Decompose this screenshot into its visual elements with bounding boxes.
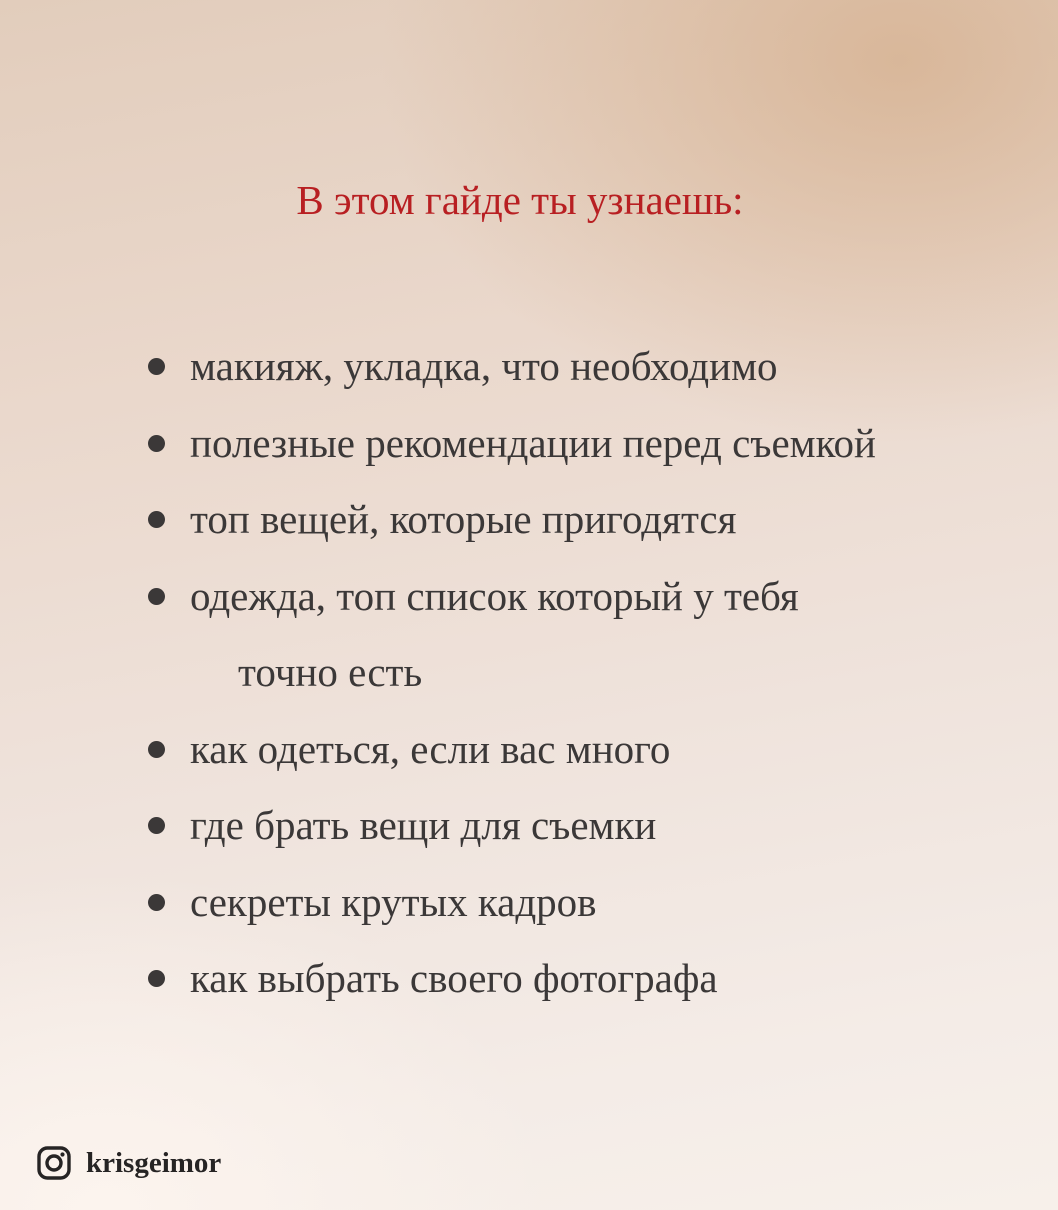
list-item-text: одежда, топ список который у тебя (190, 572, 799, 619)
bullet-icon (148, 358, 165, 375)
list-item (148, 787, 968, 864)
bullet-icon (148, 970, 165, 987)
bullet-icon (148, 511, 165, 528)
list-item-text: как выбрать своего фотографа (190, 955, 718, 1001)
list-item-text: как одеться, если вас много (190, 725, 671, 772)
topics-list (148, 328, 968, 1017)
list-item (148, 405, 968, 482)
list-item-text-continued: точно есть (238, 649, 423, 695)
list-item (148, 481, 968, 558)
bullet-icon (148, 435, 165, 452)
bullet-icon (148, 588, 165, 605)
list-item (148, 940, 968, 1017)
list-item-text: полезные рекомендации перед съемкой (190, 419, 876, 466)
list-item-text: где брать вещи для съемки (190, 802, 657, 848)
list-item-text: макияж, укладка, что необходимо (190, 343, 778, 389)
list-item (148, 864, 968, 941)
guide-heading: В этом гайде ты узнаешь: (296, 177, 744, 223)
instagram-handle[interactable]: krisgeimor (86, 1147, 222, 1179)
bullet-icon (148, 741, 165, 758)
list-item (148, 328, 968, 405)
instagram-credit[interactable] (36, 1144, 221, 1182)
list-item (148, 558, 968, 711)
list-item-text: топ вещей, которые пригодятся (190, 496, 737, 542)
bullet-icon (148, 817, 165, 834)
bullet-icon (148, 894, 165, 911)
list-item-text: секреты крутых кадров (190, 878, 597, 925)
instagram-icon (36, 1145, 72, 1181)
list-item (148, 711, 968, 788)
